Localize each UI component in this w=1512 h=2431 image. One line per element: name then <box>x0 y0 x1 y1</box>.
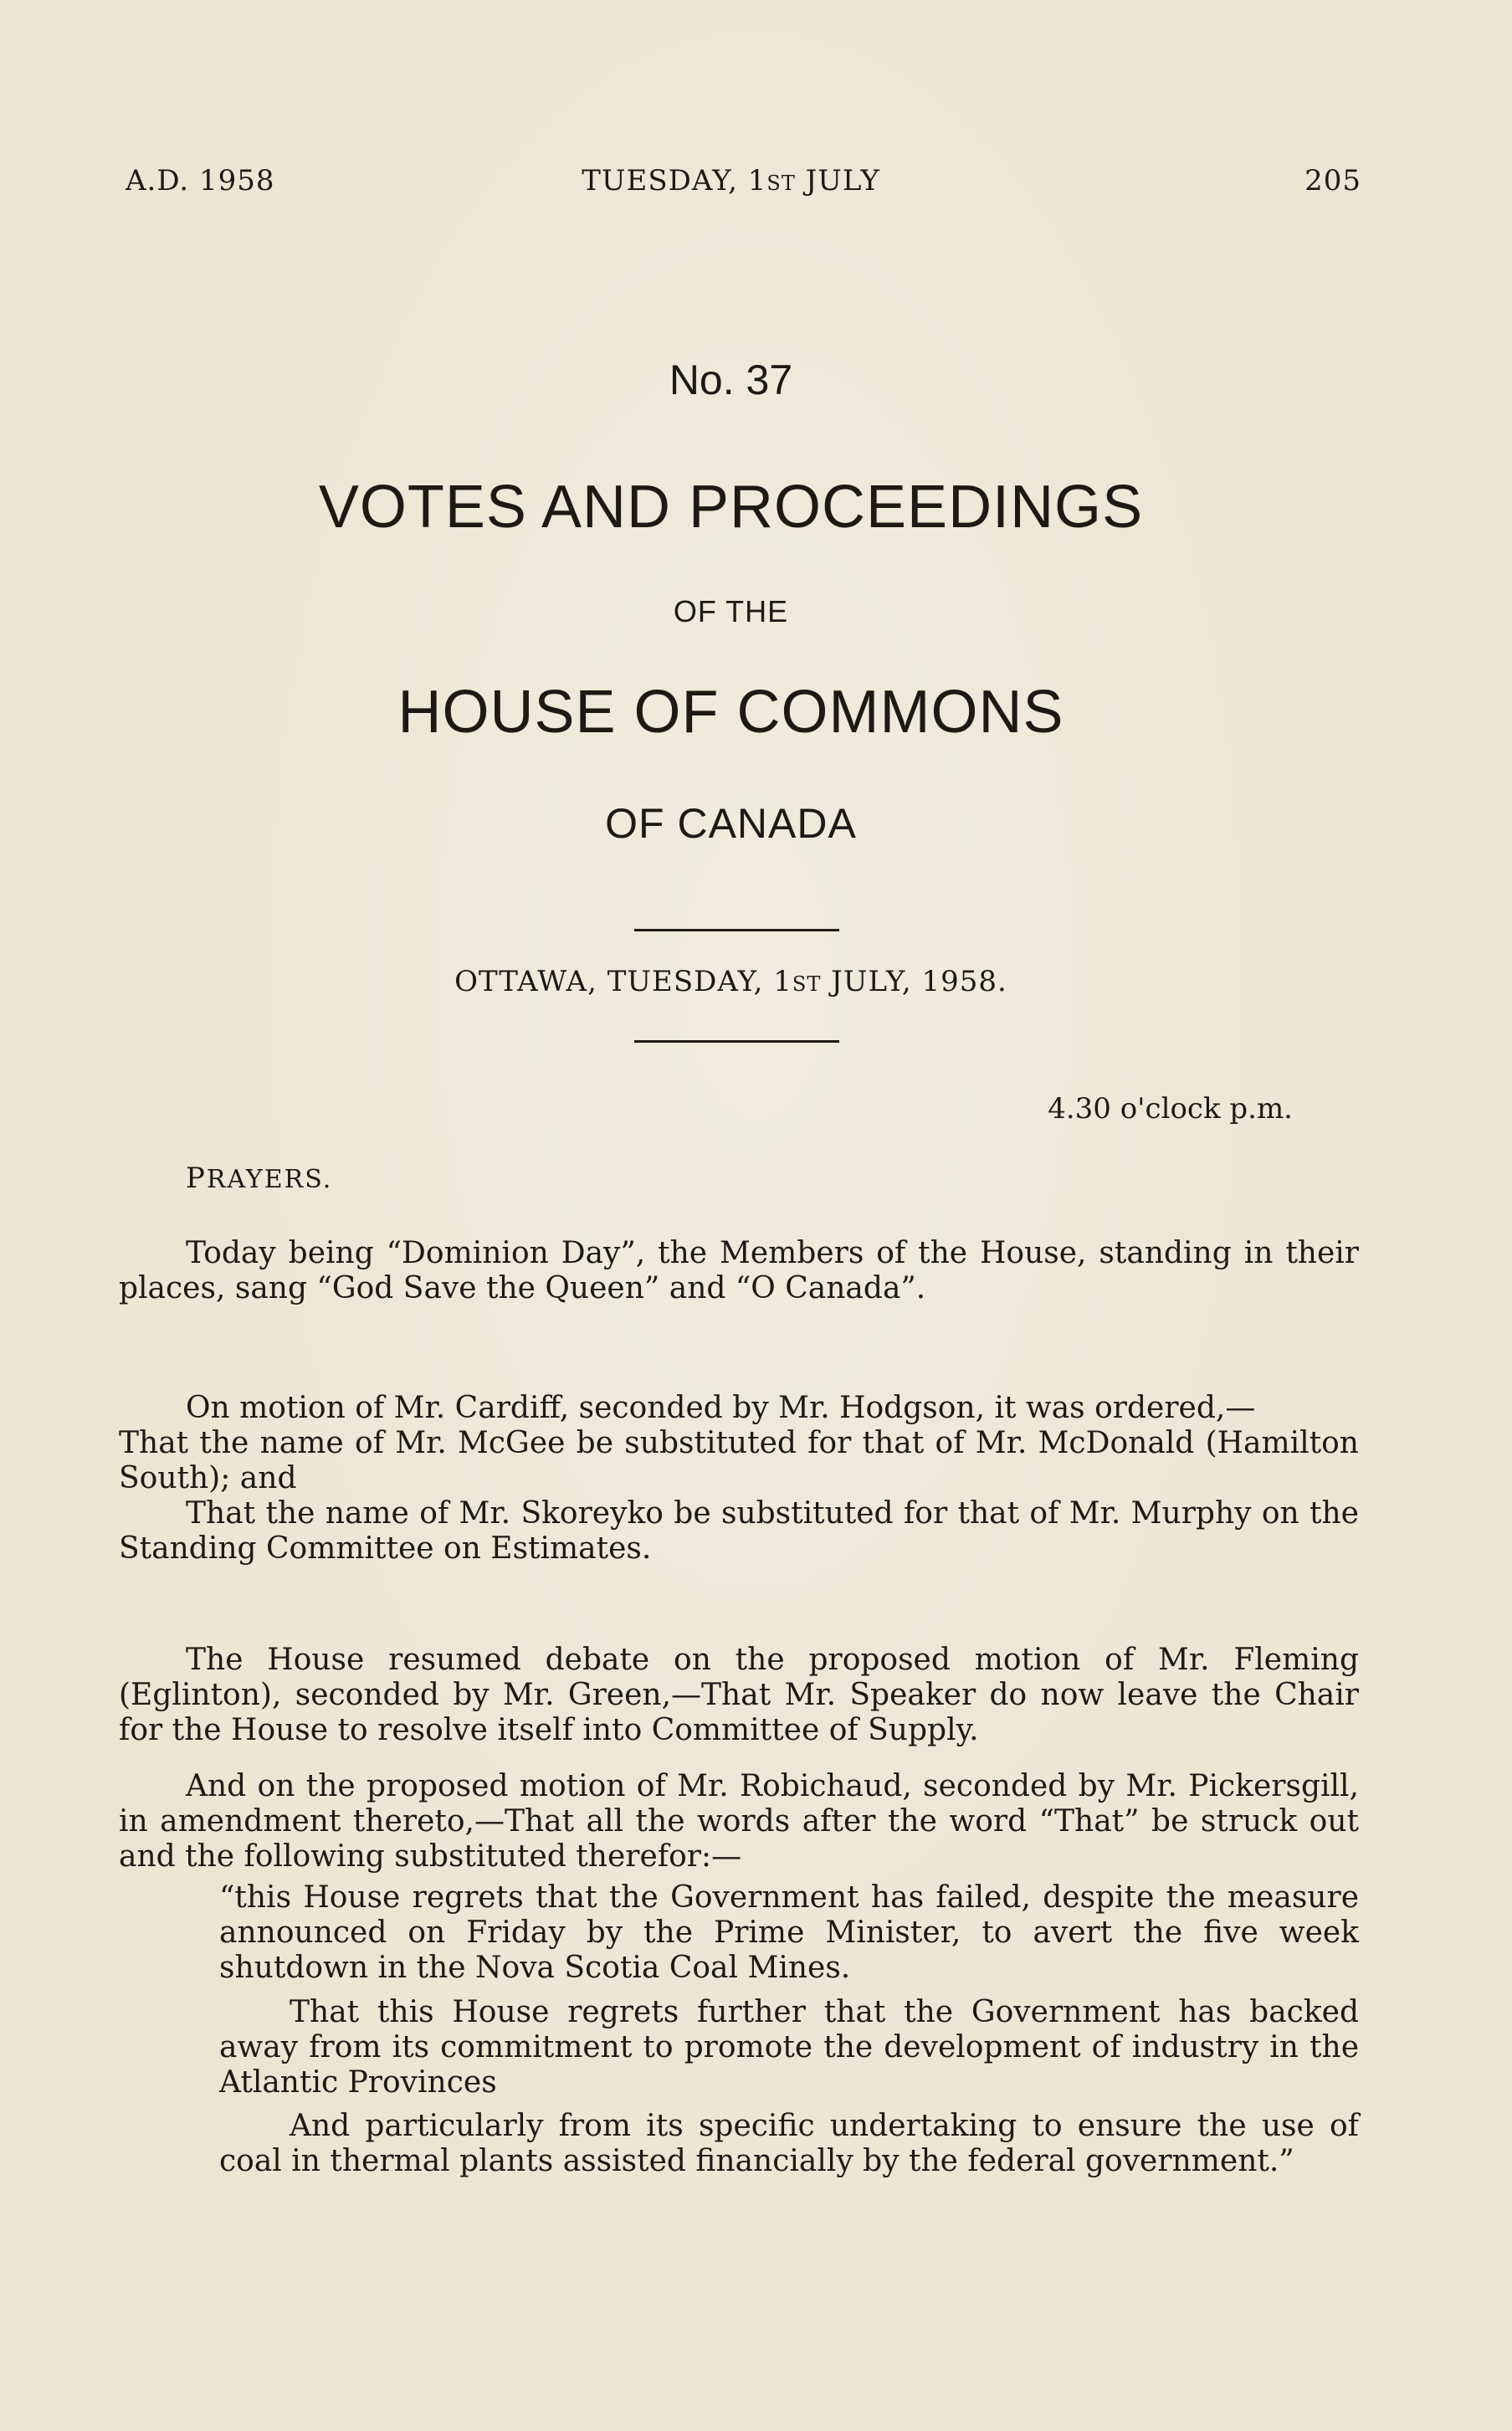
title-of-canada: OF CANADA <box>605 800 857 847</box>
running-head <box>0 164 1512 206</box>
cardiff-motion-intro: On motion of Mr. Cardiff, seconded by Mr. Hodgson, it was ordered,— <box>186 1391 1256 1425</box>
amendment-quote-3: And particularly from its specific undertaking to ensure the use of coal in thermal plants assisted financially by the federal government.” <box>219 2109 1359 2178</box>
sitting-time: 4.30 o'clock p.m. <box>1048 1092 1293 1126</box>
amendment-quote-1: “this House regrets that the Government has failed, despite the measure announced on Friday by the Prime Minister, to avert the five week shutdown in the Nova Scotia Coal Mines. <box>219 1880 1359 1985</box>
prayers-initial: P <box>186 1162 207 1195</box>
prayers-rest: RAYERS. <box>206 1165 333 1194</box>
running-head-date <box>0 164 1462 197</box>
dateline-rest: JULY, 1958. <box>821 965 1007 998</box>
page-number: 205 <box>1304 164 1361 197</box>
debate-resumed-paragraph: The House resumed debate on the proposed motion of Mr. Fleming (Eglinton), seconded by Mr. Green,—That Mr. Speaker do now leave the Chair for the House to resolve itself into Committee of Supply. <box>119 1643 1359 1747</box>
cardiff-motion-substitution-2: That the name of Mr. Skoreyko be substituted for that of Mr. Murphy on the Standing Committee on Estimates. <box>119 1496 1359 1566</box>
amendment-quote-2: That this House regrets further that the Government has backed away from its commitment to promote the development of industry in the Atlantic Provinces <box>219 1995 1359 2100</box>
issue-number: No. 37 <box>669 356 793 403</box>
dominion-day-paragraph: Today being “Dominion Day”, the Members of the House, standing in their places, sang “God Save the Queen” and “O Canada”. <box>119 1236 1359 1305</box>
divider-rule-bottom <box>634 1040 839 1043</box>
amendment-paragraph: And on the proposed motion of Mr. Robichaud, seconded by Mr. Pickersgill, in amendment thereto,—That all the words after the word “That” be struck out and the following substituted therefor:— <box>119 1769 1359 1874</box>
running-head-date-main: TUESDAY, 1 <box>582 164 767 197</box>
running-head-year: A.D. 1958 <box>126 164 275 197</box>
prayers-heading <box>186 1162 332 1195</box>
running-head-date-month: JULY <box>795 164 880 197</box>
dateline <box>0 965 1462 998</box>
running-head-date-ordinal: ST <box>766 172 796 195</box>
main-title: VOTES AND PROCEEDINGS <box>318 474 1144 541</box>
house-title: HOUSE OF COMMONS <box>397 679 1064 746</box>
dateline-ordinal: ST <box>792 972 822 996</box>
cardiff-motion-substitution-1: That the name of Mr. McGee be substituted for that of Mr. McDonald (Hamilton South); and <box>119 1426 1359 1495</box>
divider-rule-top <box>634 929 839 931</box>
dateline-main: OTTAWA, TUESDAY, 1 <box>454 965 792 998</box>
title-of-the: OF THE <box>673 594 789 628</box>
